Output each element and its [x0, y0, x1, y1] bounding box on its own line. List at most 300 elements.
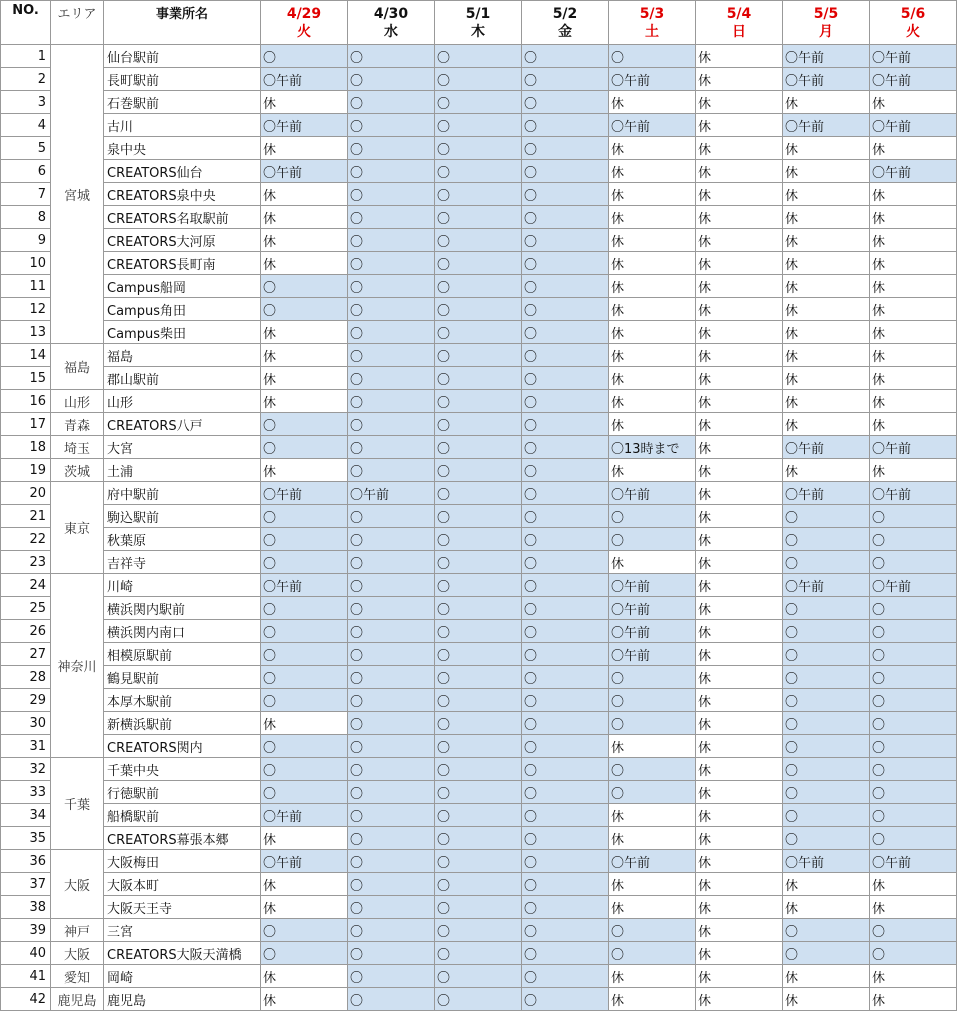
status-cell: 〇 [435, 252, 522, 275]
status-cell: 〇 [435, 229, 522, 252]
status-cell: 休 [870, 344, 957, 367]
status-cell: 休 [783, 965, 870, 988]
status-cell: 〇 [870, 551, 957, 574]
table-row [1, 528, 957, 551]
status-cell: 〇 [522, 390, 609, 413]
status-cell: 〇午前 [870, 68, 957, 91]
table-row [1, 91, 957, 114]
status-cell: 〇 [870, 666, 957, 689]
status-cell: 〇 [348, 896, 435, 919]
status-cell: 〇 [522, 367, 609, 390]
status-cell: 休 [870, 229, 957, 252]
status-cell: 休 [609, 896, 696, 919]
row-number: 1 [1, 45, 51, 68]
row-number: 35 [1, 827, 51, 850]
status-cell: 〇午前 [609, 620, 696, 643]
status-cell: 〇午前 [261, 574, 348, 597]
status-cell: 休 [696, 597, 783, 620]
status-cell: 〇 [435, 459, 522, 482]
office-name: 鹿児島 [104, 988, 261, 1011]
status-cell: 休 [261, 321, 348, 344]
row-number: 42 [1, 988, 51, 1011]
status-cell: 〇 [348, 91, 435, 114]
status-cell: 休 [870, 367, 957, 390]
status-cell: 〇 [348, 758, 435, 781]
table-row [1, 551, 957, 574]
status-cell: 休 [870, 321, 957, 344]
status-cell: 〇 [435, 206, 522, 229]
status-cell: 〇 [435, 597, 522, 620]
status-cell: 〇午前 [609, 643, 696, 666]
status-cell: 〇 [522, 574, 609, 597]
table-row [1, 850, 957, 873]
office-name: CREATORS名取駅前 [104, 206, 261, 229]
area-cell: 神奈川 [51, 574, 104, 758]
row-number: 23 [1, 551, 51, 574]
status-cell: 休 [783, 252, 870, 275]
status-cell: 〇 [435, 275, 522, 298]
status-cell: 〇 [522, 827, 609, 850]
office-name: 川崎 [104, 574, 261, 597]
table-row [1, 666, 957, 689]
status-cell: 〇 [522, 735, 609, 758]
day-weekday: 水 [384, 23, 398, 40]
status-cell: 〇 [435, 827, 522, 850]
status-cell: 休 [870, 183, 957, 206]
status-cell: 〇 [522, 413, 609, 436]
status-cell: 〇 [435, 896, 522, 919]
status-cell: 休 [696, 781, 783, 804]
status-cell: 休 [696, 367, 783, 390]
row-number: 30 [1, 712, 51, 735]
office-name: 福島 [104, 344, 261, 367]
table-row [1, 574, 957, 597]
row-number: 6 [1, 160, 51, 183]
status-cell: 休 [783, 91, 870, 114]
status-cell: 〇 [348, 137, 435, 160]
status-cell: 〇 [522, 620, 609, 643]
status-cell: 〇 [522, 459, 609, 482]
office-name: CREATORS幕張本郷 [104, 827, 261, 850]
status-cell: 〇 [348, 252, 435, 275]
status-cell: 〇 [870, 689, 957, 712]
status-cell: 〇 [261, 298, 348, 321]
status-cell: 〇 [522, 919, 609, 942]
status-cell: 休 [609, 827, 696, 850]
status-cell: 〇 [435, 620, 522, 643]
status-cell: 休 [870, 91, 957, 114]
status-cell: 〇 [261, 919, 348, 942]
status-cell: 〇 [783, 620, 870, 643]
status-cell: 〇 [348, 827, 435, 850]
row-number: 36 [1, 850, 51, 873]
status-cell: 休 [696, 137, 783, 160]
status-cell: 休 [783, 873, 870, 896]
table-row [1, 459, 957, 482]
status-cell: 〇 [348, 183, 435, 206]
status-cell: 〇 [261, 620, 348, 643]
row-number: 20 [1, 482, 51, 505]
table-row [1, 482, 957, 505]
day-date: 5/4 [726, 5, 752, 22]
table-row [1, 275, 957, 298]
table-row [1, 436, 957, 459]
status-cell: 〇 [522, 712, 609, 735]
status-cell: 〇 [609, 781, 696, 804]
status-cell: 〇 [348, 735, 435, 758]
table-row [1, 367, 957, 390]
status-cell: 〇午前 [261, 114, 348, 137]
status-cell: 〇 [522, 183, 609, 206]
row-number: 3 [1, 91, 51, 114]
row-number: 39 [1, 919, 51, 942]
status-cell: 〇 [261, 643, 348, 666]
office-name: 土浦 [104, 459, 261, 482]
status-cell: 〇 [435, 942, 522, 965]
status-cell: 〇午前 [783, 45, 870, 68]
status-cell: 休 [609, 804, 696, 827]
row-number: 41 [1, 965, 51, 988]
status-cell: 〇 [522, 666, 609, 689]
day-weekday: 月 [819, 23, 833, 40]
status-cell: 〇 [435, 367, 522, 390]
header-name: 事業所名 [104, 1, 261, 45]
status-cell: 休 [783, 160, 870, 183]
status-cell: 休 [696, 735, 783, 758]
status-cell: 〇 [870, 735, 957, 758]
status-cell: 〇 [870, 528, 957, 551]
table-row [1, 183, 957, 206]
status-cell: 〇 [609, 528, 696, 551]
status-cell: 休 [696, 804, 783, 827]
status-cell: 休 [870, 873, 957, 896]
status-cell: 〇 [870, 919, 957, 942]
status-cell: 休 [783, 183, 870, 206]
status-cell: 〇 [348, 413, 435, 436]
header-no: NO. [1, 1, 51, 45]
status-cell: 〇 [435, 919, 522, 942]
status-cell: 〇 [435, 781, 522, 804]
office-name: CREATORS長町南 [104, 252, 261, 275]
status-cell: 休 [261, 344, 348, 367]
status-cell: 〇 [783, 942, 870, 965]
status-cell: 休 [870, 896, 957, 919]
status-cell: 休 [783, 390, 870, 413]
office-name: 本厚木駅前 [104, 689, 261, 712]
status-cell: 〇 [261, 275, 348, 298]
office-name: 仙台駅前 [104, 45, 261, 68]
office-name: Campus角田 [104, 298, 261, 321]
status-cell: 休 [696, 183, 783, 206]
status-cell: 〇 [261, 666, 348, 689]
area-cell: 福島 [51, 344, 104, 390]
status-cell: 〇 [348, 689, 435, 712]
status-cell: 休 [696, 551, 783, 574]
row-number: 38 [1, 896, 51, 919]
status-cell: 〇 [435, 574, 522, 597]
status-cell: 〇 [348, 643, 435, 666]
status-cell: 〇 [522, 850, 609, 873]
office-name: 船橋駅前 [104, 804, 261, 827]
status-cell: 〇午前 [870, 45, 957, 68]
office-name: 鶴見駅前 [104, 666, 261, 689]
status-cell: 〇午前 [783, 68, 870, 91]
table-row [1, 689, 957, 712]
status-cell: 〇 [435, 850, 522, 873]
header-day [870, 1, 957, 45]
day-date: 5/6 [900, 5, 926, 22]
status-cell: 〇午前 [348, 482, 435, 505]
office-name: 府中駅前 [104, 482, 261, 505]
status-cell: 〇 [348, 666, 435, 689]
status-cell: 〇午前 [261, 804, 348, 827]
status-cell: 休 [870, 206, 957, 229]
status-cell: 休 [696, 528, 783, 551]
row-number: 24 [1, 574, 51, 597]
table-row [1, 229, 957, 252]
status-cell: 〇 [348, 850, 435, 873]
status-cell: 〇 [435, 988, 522, 1011]
status-cell: 〇 [522, 206, 609, 229]
status-cell: 〇 [609, 505, 696, 528]
status-cell: 〇 [522, 482, 609, 505]
table-row [1, 413, 957, 436]
table-row [1, 390, 957, 413]
status-cell: 〇午前 [609, 850, 696, 873]
office-name: 古川 [104, 114, 261, 137]
status-cell: 〇午前 [870, 160, 957, 183]
status-cell: 〇 [435, 965, 522, 988]
table-row [1, 298, 957, 321]
status-cell: 休 [783, 367, 870, 390]
status-cell: 〇 [348, 528, 435, 551]
status-cell: 〇 [870, 781, 957, 804]
status-cell: 休 [696, 919, 783, 942]
status-cell: 休 [609, 459, 696, 482]
status-cell: 〇 [522, 252, 609, 275]
status-cell: 〇 [522, 160, 609, 183]
status-cell: 休 [696, 988, 783, 1011]
day-date: 5/3 [639, 5, 665, 22]
status-cell: 〇 [435, 666, 522, 689]
status-cell: 休 [696, 482, 783, 505]
status-cell: 〇 [348, 597, 435, 620]
status-cell: 〇 [522, 965, 609, 988]
status-cell: 〇 [435, 758, 522, 781]
status-cell: 休 [609, 160, 696, 183]
status-cell: 休 [783, 137, 870, 160]
day-date: 4/30 [373, 5, 409, 22]
table-row [1, 735, 957, 758]
status-cell: 休 [609, 413, 696, 436]
row-number: 8 [1, 206, 51, 229]
status-cell: 〇 [261, 735, 348, 758]
office-name: 岡崎 [104, 965, 261, 988]
status-cell: 休 [783, 206, 870, 229]
status-cell: 休 [261, 367, 348, 390]
status-cell: 〇 [522, 873, 609, 896]
status-cell: 休 [696, 620, 783, 643]
status-cell: 〇 [522, 68, 609, 91]
status-cell: 休 [783, 275, 870, 298]
status-cell: 休 [609, 321, 696, 344]
office-name: 千葉中央 [104, 758, 261, 781]
status-cell: 〇 [522, 45, 609, 68]
status-cell: 〇 [783, 689, 870, 712]
area-cell: 愛知 [51, 965, 104, 988]
status-cell: 〇 [783, 735, 870, 758]
status-cell: 休 [870, 298, 957, 321]
status-cell: 〇 [435, 528, 522, 551]
status-cell: 休 [696, 758, 783, 781]
office-name: 三宮 [104, 919, 261, 942]
status-cell: 休 [696, 344, 783, 367]
status-cell: 休 [261, 183, 348, 206]
area-cell: 宮城 [51, 45, 104, 344]
status-cell: 〇午前 [870, 114, 957, 137]
row-number: 17 [1, 413, 51, 436]
status-cell: 〇 [522, 321, 609, 344]
day-date: 4/29 [286, 5, 322, 22]
office-name: 石巻駅前 [104, 91, 261, 114]
table-body [1, 45, 957, 1011]
status-cell: 〇 [348, 298, 435, 321]
status-cell: 〇 [783, 712, 870, 735]
table-row [1, 160, 957, 183]
status-cell: 〇 [261, 436, 348, 459]
area-cell: 大阪 [51, 942, 104, 965]
status-cell: 休 [696, 942, 783, 965]
office-name: 郡山駅前 [104, 367, 261, 390]
status-cell: 〇 [609, 666, 696, 689]
table-row [1, 620, 957, 643]
office-name: 大阪梅田 [104, 850, 261, 873]
status-cell: 休 [783, 413, 870, 436]
status-cell: 〇 [348, 344, 435, 367]
office-name: CREATORS大阪天満橋 [104, 942, 261, 965]
status-cell: 休 [609, 206, 696, 229]
header-day [696, 1, 783, 45]
status-cell: 〇午前 [783, 114, 870, 137]
status-cell: 〇 [348, 919, 435, 942]
row-number: 5 [1, 137, 51, 160]
day-weekday: 火 [297, 23, 311, 40]
status-cell: 休 [696, 321, 783, 344]
status-cell: 〇 [348, 781, 435, 804]
row-number: 26 [1, 620, 51, 643]
row-number: 40 [1, 942, 51, 965]
status-cell: 〇 [783, 643, 870, 666]
status-cell: 〇午前 [609, 68, 696, 91]
status-cell: 〇 [348, 804, 435, 827]
status-cell: 休 [870, 390, 957, 413]
status-cell: 休 [609, 344, 696, 367]
status-cell: 〇 [348, 275, 435, 298]
row-number: 18 [1, 436, 51, 459]
header-day [435, 1, 522, 45]
status-cell: 〇 [435, 413, 522, 436]
day-weekday: 日 [732, 23, 746, 40]
status-cell: 〇 [435, 160, 522, 183]
row-number: 32 [1, 758, 51, 781]
status-cell: 〇 [435, 298, 522, 321]
status-cell: 休 [783, 896, 870, 919]
table-row [1, 758, 957, 781]
status-cell: 休 [870, 988, 957, 1011]
status-cell: 休 [696, 873, 783, 896]
status-cell: 休 [261, 390, 348, 413]
row-number: 15 [1, 367, 51, 390]
status-cell: 〇 [783, 505, 870, 528]
status-cell: 〇 [261, 528, 348, 551]
status-cell: 休 [696, 643, 783, 666]
status-cell: 〇 [870, 758, 957, 781]
status-cell: 休 [609, 137, 696, 160]
table-row [1, 781, 957, 804]
status-cell: 休 [696, 68, 783, 91]
status-cell: 〇 [870, 712, 957, 735]
status-cell: 休 [870, 137, 957, 160]
status-cell: 休 [261, 988, 348, 1011]
status-cell: 〇 [522, 344, 609, 367]
status-cell: 〇午前 [783, 436, 870, 459]
status-cell: 休 [696, 114, 783, 137]
status-cell: 休 [261, 873, 348, 896]
status-cell: 〇午前 [261, 850, 348, 873]
status-cell: 〇 [522, 528, 609, 551]
status-cell: 〇 [348, 459, 435, 482]
status-cell: 休 [870, 965, 957, 988]
status-cell: 休 [783, 321, 870, 344]
status-cell: 〇 [348, 712, 435, 735]
status-cell: 〇 [435, 390, 522, 413]
row-number: 2 [1, 68, 51, 91]
row-number: 21 [1, 505, 51, 528]
status-cell: 〇 [348, 988, 435, 1011]
status-cell: 休 [609, 551, 696, 574]
status-cell: 〇 [261, 942, 348, 965]
status-cell: 〇午前 [870, 482, 957, 505]
status-cell: 休 [261, 91, 348, 114]
office-name: 泉中央 [104, 137, 261, 160]
status-cell: 〇 [261, 551, 348, 574]
day-weekday: 土 [645, 23, 659, 40]
row-number: 16 [1, 390, 51, 413]
table-row [1, 344, 957, 367]
table-row [1, 896, 957, 919]
status-cell: 〇午前 [609, 482, 696, 505]
office-name: CREATORS八戸 [104, 413, 261, 436]
status-cell: 〇 [261, 413, 348, 436]
status-cell: 休 [870, 275, 957, 298]
status-cell: 〇 [435, 91, 522, 114]
status-cell: 〇 [435, 436, 522, 459]
office-name: Campus船岡 [104, 275, 261, 298]
status-cell: 〇 [783, 781, 870, 804]
status-cell: 休 [696, 252, 783, 275]
row-number: 37 [1, 873, 51, 896]
header-day [783, 1, 870, 45]
status-cell: 〇13時まで [609, 436, 696, 459]
status-cell: 休 [609, 735, 696, 758]
status-cell: 〇 [348, 965, 435, 988]
status-cell: 〇午前 [609, 114, 696, 137]
status-cell: 休 [783, 344, 870, 367]
area-cell: 山形 [51, 390, 104, 413]
status-cell: 休 [696, 229, 783, 252]
status-cell: 休 [261, 896, 348, 919]
row-number: 33 [1, 781, 51, 804]
